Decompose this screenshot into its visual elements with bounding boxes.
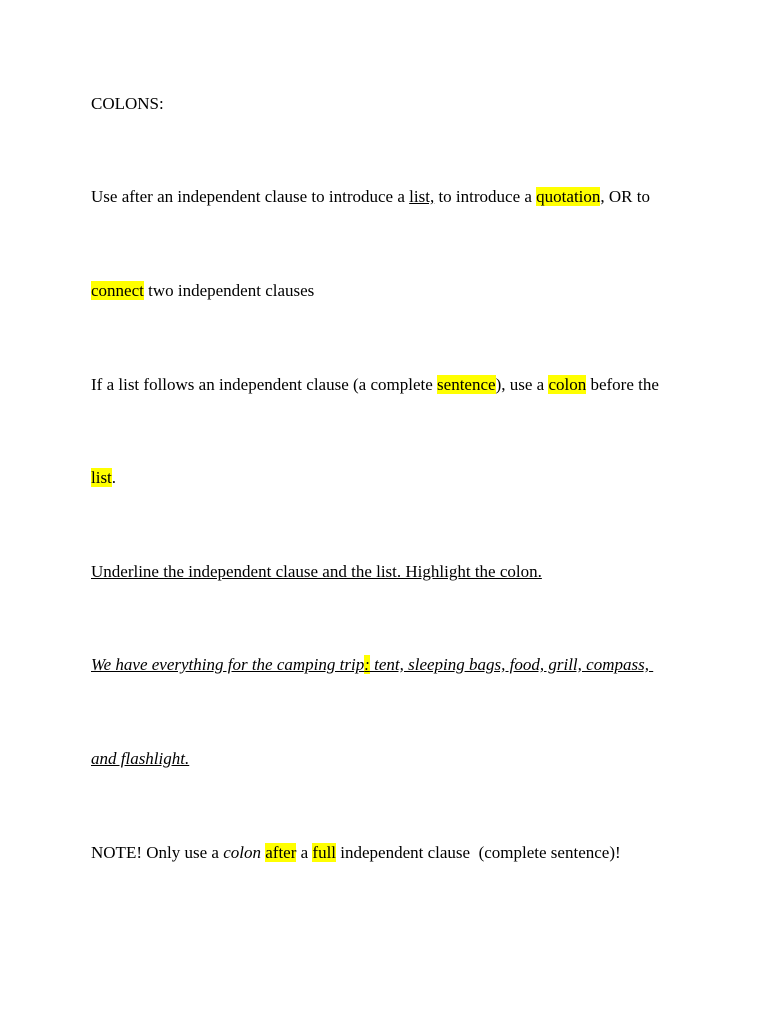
example-sentence-line-1 <box>91 655 653 675</box>
highlighted-word-colon: colon <box>548 375 587 394</box>
heading-text: COLONS: <box>91 94 164 113</box>
highlighted-word-connect: connect <box>91 281 144 300</box>
highlighted-word-full: full <box>312 843 337 862</box>
text-segment: independent clause (complete sentence)! <box>336 843 621 862</box>
text-segment: before the <box>586 375 659 394</box>
highlighted-word-quotation: quotation <box>536 187 601 206</box>
text-segment: . <box>111 468 117 487</box>
text-segment: Use after an independent clause to introduce a <box>91 187 410 206</box>
highlighted-word-after: after <box>265 843 297 862</box>
italic-word-colon: colon <box>223 843 261 862</box>
highlighted-colon: : <box>364 655 370 674</box>
text-segment: , OR to <box>600 187 650 206</box>
rule-line-4 <box>91 468 116 488</box>
note-line <box>91 843 621 863</box>
heading <box>91 94 164 114</box>
example-sentence-line-2 <box>91 749 189 769</box>
rule-line-1 <box>91 187 650 207</box>
rule-line-2 <box>91 281 314 301</box>
example-independent-clause: We have everything for the camping trip <box>91 655 365 674</box>
text-segment: a <box>296 843 313 862</box>
text-segment: If a list follows an independent clause (a complete <box>91 375 438 394</box>
underlined-word-list: list, <box>409 187 435 206</box>
text-segment: two independent clauses <box>143 281 315 300</box>
highlighted-word-sentence: sentence <box>437 375 496 394</box>
text-segment: to introduce a <box>434 187 537 206</box>
text-segment: NOTE! Only use a <box>91 843 224 862</box>
instruction-line <box>91 562 542 582</box>
rule-line-3 <box>91 375 659 395</box>
example-list-part-2: and flashlight. <box>91 749 190 768</box>
example-list-part-1: tent, sleeping bags, food, grill, compass, <box>369 655 654 674</box>
highlighted-word-list: list <box>91 468 112 487</box>
instruction-text: Underline the independent clause and the list. Highlight the colon. <box>91 562 542 581</box>
text-segment: ), use a <box>495 375 549 394</box>
